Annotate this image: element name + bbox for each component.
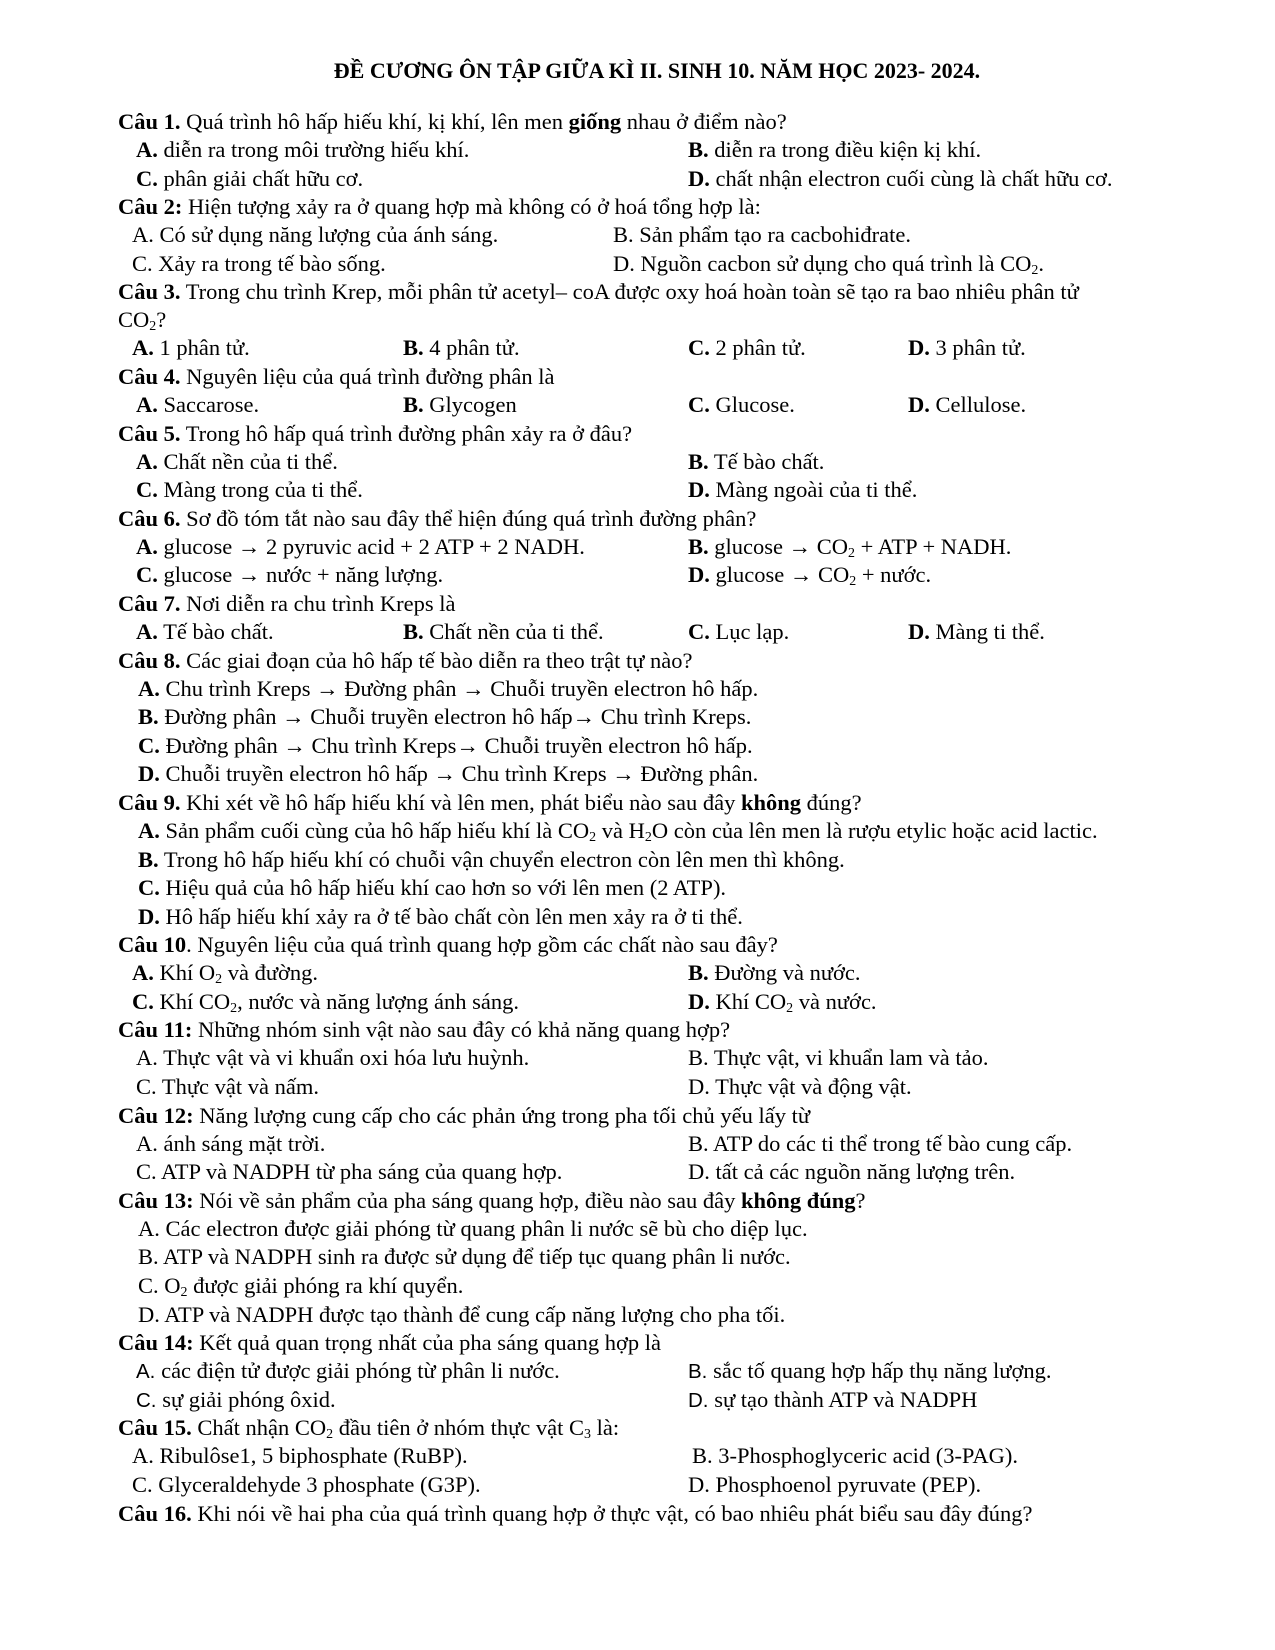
option-c: C. Xảy ra trong tế bào sống. (132, 250, 386, 276)
option-a: A. Ribulôse1, 5 biphosphate (RuBP). (132, 1443, 468, 1469)
option-d: D. Hô hấp hiếu khí xảy ra ở tế bào chất còn lên men xảy ra ở ti thể. (138, 903, 743, 929)
answer-row (118, 334, 1188, 363)
option-d: D. Màng ngoài của ti thể. (688, 477, 918, 503)
answer-row (118, 1073, 1188, 1102)
question-3: Câu 3. Trong chu trình Krep, mỗi phân tử acetyl– coA được oxy hoá hoàn toàn sẽ tạo ra bao nhiêu phân tử (118, 279, 1079, 305)
question-11: Câu 11: Những nhóm sinh vật nào sau đây có khả năng quang hợp? (118, 1017, 731, 1043)
option-b: B. ATP và NADPH sinh ra được sử dụng để tiếp tục quang phân li nước. (138, 1244, 791, 1270)
option-d: D. Cellulose. (908, 391, 1027, 417)
question-6: Câu 6. Sơ đồ tóm tắt nào sau đây thể hiện đúng quá trình đường phân? (118, 505, 757, 531)
option-a: A. Tế bào chất. (136, 618, 274, 644)
option-b: B. diễn ra trong điều kiện kị khí. (688, 137, 982, 162)
answer-row (118, 448, 1188, 477)
option-d: D. Khí $CO_2$ và nước. (688, 988, 877, 1016)
answer-row (118, 250, 1188, 279)
option-b: B. Đường phân → Chuỗi truyền electron hô hấp→ Chu trình Kreps. (138, 704, 752, 730)
option-c: C. Đường phân → Chu trình Kreps→ Chuỗi truyền electron hô hấp. (138, 732, 753, 758)
answer-row (118, 959, 1188, 988)
question-15: Câu 15. Chất nhận $CO_2$ đầu tiên ở nhóm thực vật $C_3$ là: (118, 1415, 620, 1443)
option-b: B. Glycogen (403, 391, 517, 417)
option-a: A. Thực vật và vi khuẩn oxi hóa lưu huỳnh. (136, 1045, 530, 1071)
option-b: B. 3-Phosphoglyceric acid (3-PAG). (692, 1443, 1018, 1469)
answer-row (118, 221, 1188, 250)
question-5: Câu 5. Trong hô hấp quá trình đường phân xảy ra ở đâu? (118, 420, 633, 446)
question-12: Câu 12: Năng lượng cung cấp cho các phản ứng trong pha tối chủ yếu lấy từ (118, 1102, 811, 1128)
question-13: Câu 13: Nói về sản phẩm của pha sáng quang hợp, điều nào sau đây không đúng? (118, 1187, 866, 1213)
option-c: C. Glucose. (688, 391, 795, 417)
option-a: A. Chu trình Kreps → Đường phân → Chuỗi truyền electron hô hấp. (138, 675, 759, 701)
option-d: D. $glucose \to CO_2$ + nước. (688, 562, 932, 590)
answer-row (118, 1357, 1188, 1386)
option-c: C. 2 phân tử. (688, 335, 806, 361)
option-b: B. Trong hô hấp hiếu khí có chuỗi vận chuyển electron còn lên men thì không. (138, 846, 845, 872)
answer-row (118, 1386, 1188, 1415)
option-c: C. phân giải chất hữu cơ. (136, 165, 364, 191)
document (118, 56, 1188, 1528)
answer-row (118, 561, 1188, 590)
answer-row (118, 533, 1188, 562)
option-b: B. Tế bào chất. (688, 448, 825, 474)
answer-row (118, 618, 1188, 647)
option-d: D. Thực vật và động vật. (688, 1074, 912, 1100)
option-c: C. Glyceraldehyde 3 phosphate (G3P). (132, 1472, 481, 1497)
option-d: D. Chuỗi truyền electron hô hấp → Chu trình Kreps → Đường phân. (138, 761, 759, 787)
option-a: A. Khí $O_2$ và đường. (132, 960, 319, 988)
question-label: Câu 1. (118, 109, 181, 134)
option-b: B. ATP do các ti thể trong tế bào cung cấp. (688, 1130, 1073, 1156)
question-14: Câu 14: Kết quả quan trọng nhất của pha sáng quang hợp là (118, 1330, 662, 1356)
option-c: C. ATP và NADPH từ pha sáng của quang hợp. (136, 1159, 563, 1185)
document-title: ĐỀ CƯƠNG ÔN TẬP GIỮA KÌ II. SINH 10. NĂM HỌC 2023- 2024. (333, 58, 981, 83)
question-9: Câu 9. Khi xét về hô hấp hiếu khí và lên men, phát biểu nào sau đây không đúng? (118, 789, 862, 815)
answer-row (118, 391, 1188, 420)
option-d: D. chất nhận electron cuối cùng là chất hữu cơ. (688, 165, 1113, 191)
option-c: C. $O_2$ được giải phóng ra khí quyển. (138, 1273, 464, 1301)
answer-row (118, 1442, 1188, 1471)
option-d: D. ATP và NADPH được tạo thành để cung cấp năng lượng cho pha tối. (138, 1301, 786, 1327)
option-d: D. Màng ti thể. (908, 618, 1045, 644)
option-d: D. sự tạo thành ATP và NADPH (688, 1386, 978, 1412)
option-b: B. sắc tố quang hợp hấp thụ năng lượng. (688, 1358, 1052, 1384)
option-b: B. Đường và nước. (688, 960, 861, 986)
option-b: B. $glucose \to CO_2$ + ATP + NADH. (688, 533, 1012, 561)
option-c: C. Lục lạp. (688, 618, 790, 644)
question-1: Câu 1. Quá trình hô hấp hiếu khí, kị khí, lên men giống nhau ở điểm nào? (118, 109, 787, 134)
answer-row (118, 476, 1188, 505)
option-a: A. 1 phân tử. (132, 335, 250, 361)
option-a: A. Các electron được giải phóng từ quang phân li nước sẽ bù cho diệp lục. (138, 1215, 808, 1241)
option-b: B. Chất nền của ti thể. (403, 618, 604, 644)
option-a: A. ánh sáng mặt trời. (136, 1130, 326, 1156)
option-d: D. tất cả các nguồn năng lượng trên. (688, 1159, 1016, 1185)
option-d: D. Nguồn cacbon sử dụng cho quá trình là $CO_2$. (613, 250, 1044, 278)
question-10: Câu 10. Nguyên liệu của quá trình quang hợp gồm các chất nào sau đây? (118, 932, 778, 958)
option-a: A. Saccarose. (136, 391, 260, 417)
answer-row (118, 1471, 1188, 1500)
option-c: C. sự giải phóng ôxid. (136, 1386, 336, 1412)
option-c: C. Khí $CO_2$, nước và năng lượng ánh sáng. (132, 988, 519, 1016)
option-a: A. glucose → 2 pyruvic acid + 2 ATP + 2 NADH. (136, 533, 585, 559)
question-7: Câu 7. Nơi diễn ra chu trình Kreps là (118, 590, 456, 616)
option-a: A. Có sử dụng năng lượng của ánh sáng. (132, 222, 499, 248)
option-a: A. diễn ra trong môi trường hiếu khí. (136, 137, 470, 162)
option-c: C. glucose → nước + năng lượng. (136, 562, 444, 588)
option-b: B. Thực vật, vi khuẩn lam và tảo. (688, 1045, 989, 1071)
option-b: B. Sản phẩm tạo ra cacbohiđrate. (613, 222, 912, 248)
option-b: B. 4 phân tử. (403, 335, 520, 361)
answer-row (118, 165, 1188, 194)
answer-row (118, 988, 1188, 1017)
option-d: D. Phosphoenol pyruvate (PEP). (688, 1472, 982, 1497)
answer-row (118, 1158, 1188, 1187)
question-4: Câu 4. Nguyên liệu của quá trình đường phân là (118, 363, 555, 389)
question-3-continued: $CO_2$? (118, 307, 167, 335)
option-c: C. Hiệu quả của hô hấp hiếu khí cao hơn so với lên men (2 ATP). (138, 875, 727, 901)
question-16: Câu 16. Khi nói về hai pha của quá trình quang hợp ở thực vật, có bao nhiêu phát biểu sau đây đúng? (118, 1500, 1033, 1526)
answer-row (118, 136, 1188, 165)
question-2: Câu 2: Hiện tượng xảy ra ở quang hợp mà không có ở hoá tổng hợp là: (118, 194, 761, 220)
option-c: C. Màng trong của ti thể. (136, 477, 363, 503)
option-a: A. Chất nền của ti thể. (136, 448, 338, 474)
option-d: D. 3 phân tử. (908, 335, 1026, 361)
option-a: A. các điện tử được giải phóng từ phân li nước. (136, 1358, 560, 1384)
answer-row (118, 1130, 1188, 1159)
option-c: C. Thực vật và nấm. (136, 1074, 319, 1100)
question-8: Câu 8. Các giai đoạn của hô hấp tế bào diễn ra theo trật tự nào? (118, 647, 693, 673)
answer-row (118, 1044, 1188, 1073)
option-a: A. Sản phẩm cuối cùng của hô hấp hiếu khí là $CO_2$ và $H_2O$ còn của lên men là rượu etylic hoặc acid lactic. (138, 817, 1098, 845)
